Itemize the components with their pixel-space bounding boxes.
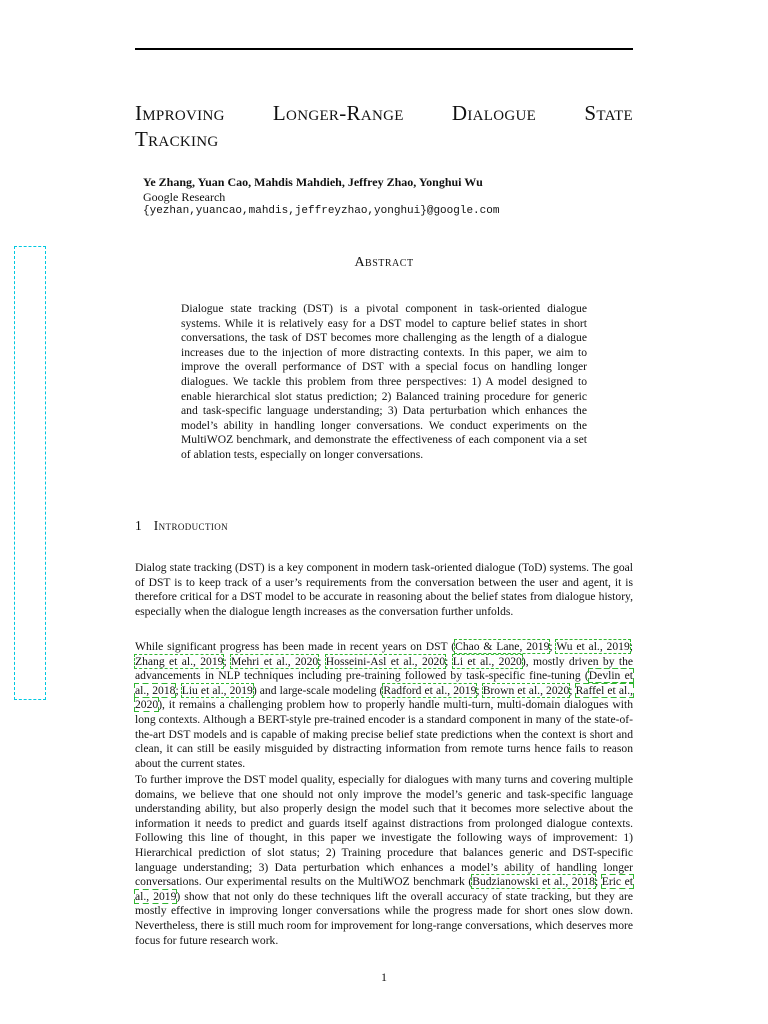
citation-link[interactable]: Devlin et al., 2018 <box>135 669 633 697</box>
citation-link[interactable]: Eric et al., 2019 <box>135 875 633 903</box>
citation-link[interactable]: Radford et al., 2019 <box>383 683 477 697</box>
citation-separator: ; <box>569 683 576 697</box>
citation-link[interactable]: Mehri et al., 2020 <box>231 654 319 668</box>
citation-separator: ; <box>629 640 633 653</box>
paragraph-text: To further improve the DST model quality, especially for dialogues with many turns and covering multiple domains, we believe that one should not only improve the model’s generic and task-specific language understanding ability, but also properly design the model such that it becomes more selective about the information it needs to predict and guards itself against distractions from prolonged dialogue contexts. Following this line of thought, in this paper we investigate the following ways of improvement: 1) Hierarchical prediction of slot status; 2) Training procedure that balances generic and DST-specific language understanding; 3) Data perturbation which enhances a model’s ability of handling longer conversations. Our experimental results on the MultiWOZ benchmark ( <box>135 773 633 889</box>
citation-separator: ; <box>549 640 557 653</box>
page-number: 1 <box>381 970 387 984</box>
citation-link[interactable]: Hosseini-Asl et al., 2020 <box>325 654 446 668</box>
paragraph-text: ), mostly driven by the advancements in NLP techniques including pre-training followed by task-specific fine-tuning ( <box>135 654 634 683</box>
citation-separator: ; <box>594 875 602 889</box>
citation-separator: ; <box>223 654 232 668</box>
author-emails: {yezhan,yuancao,mahdis,jeffreyzhao,yonghui}@google.com <box>143 205 500 217</box>
affiliation: Google Research <box>143 190 226 204</box>
citation-link[interactable]: Raffel et al., 2020 <box>135 683 634 712</box>
paragraph-text: ) and large-scale modeling ( <box>252 683 384 697</box>
paper-title: Improving Longer-Range Dialogue State <box>135 101 633 125</box>
section-title: Introduction <box>153 518 229 533</box>
author-list: Ye Zhang, Yuan Cao, Mahdis Mahdieh, Jeffrey Zhao, Yonghui Wu <box>143 175 483 189</box>
citation-link[interactable]: Chao & Lane, 2019 <box>455 640 550 653</box>
top-rule <box>135 48 633 50</box>
paper-title-line2: Tracking <box>135 127 219 151</box>
citation-separator: ; <box>476 683 483 697</box>
citation-link[interactable]: Brown et al., 2020 <box>482 683 570 697</box>
paragraph-text: ), it remains a challenging problem how to properly handle multi-turn, multi-domain dialogues with long contexts. Although a BERT-style pre-trained encoder is a standard component in many of the state-of-the-art DST models and is capable of making precise belief state predictions when the context is short and clean, it can still be easily misguided by distracting information from remote turns hence fails to reason about the current states. <box>135 698 633 770</box>
margin-annotation-box <box>14 246 46 700</box>
intro-paragraph-2 <box>135 640 633 771</box>
citation-link[interactable]: Wu et al., 2019 <box>556 640 630 653</box>
intro-paragraph-1: Dialog state tracking (DST) is a key component in modern task-oriented dialogue (ToD) systems. The goal of DST is to keep track of a user’s requirements from the conversation between the user and agent, it is therefore critical for a DST model to be accurate in reasoning about the belief states from dialogue history, especially when the dialogue length increases as the conversation further unfolds. <box>135 561 633 618</box>
citation-separator: ; <box>318 654 326 668</box>
citation-link[interactable]: Liu et al., 2019 <box>181 683 253 697</box>
section-number: 1 <box>135 518 142 533</box>
paragraph-text: ) show that not only do these techniques lift the overall accuracy of state tracking, but they are mostly effective in improving longer conversations while the progress made for short ones slow down. Nevertheless, there is still much room for improvement for long-range conversations, which deserves more focus for future research work. <box>135 889 634 947</box>
intro-paragraph-3 <box>135 773 633 948</box>
citation-separator: ; <box>175 683 182 697</box>
citation-link[interactable]: Li et al., 2020 <box>452 654 522 668</box>
abstract-text: Dialogue state tracking (DST) is a pivotal component in task-oriented dialogue systems. While it is relatively easy for a DST model to capture belief states in short conversations, the task of DST becomes more challenging as the length of a dialogue increases due to the injection of more distracting contexts. In this paper, we aim to improve the overall performance of DST with a special focus on handling longer dialogues. We tackle this problem from three perspectives: 1) A model designed to enable hierarchical slot status prediction; 2) Balanced training procedure for generic and task-specific language understanding; 3) Data perturbation which enhances the model’s ability in handling longer conversations. We conduct experiments on the MultiWOZ benchmark, and demonstrate the effectiveness of each component via a set of ablation tests, especially on longer conversations. <box>181 302 587 461</box>
citation-separator: ; <box>445 654 453 668</box>
citation-link[interactable]: Budzianowski et al., 2018 <box>472 875 595 889</box>
abstract-heading: Abstract <box>354 255 414 270</box>
section-heading-introduction <box>135 518 228 534</box>
citation-link[interactable]: Zhang et al., 2019 <box>135 654 224 668</box>
paragraph-text: While significant progress has been made in recent years on DST ( <box>135 640 456 653</box>
